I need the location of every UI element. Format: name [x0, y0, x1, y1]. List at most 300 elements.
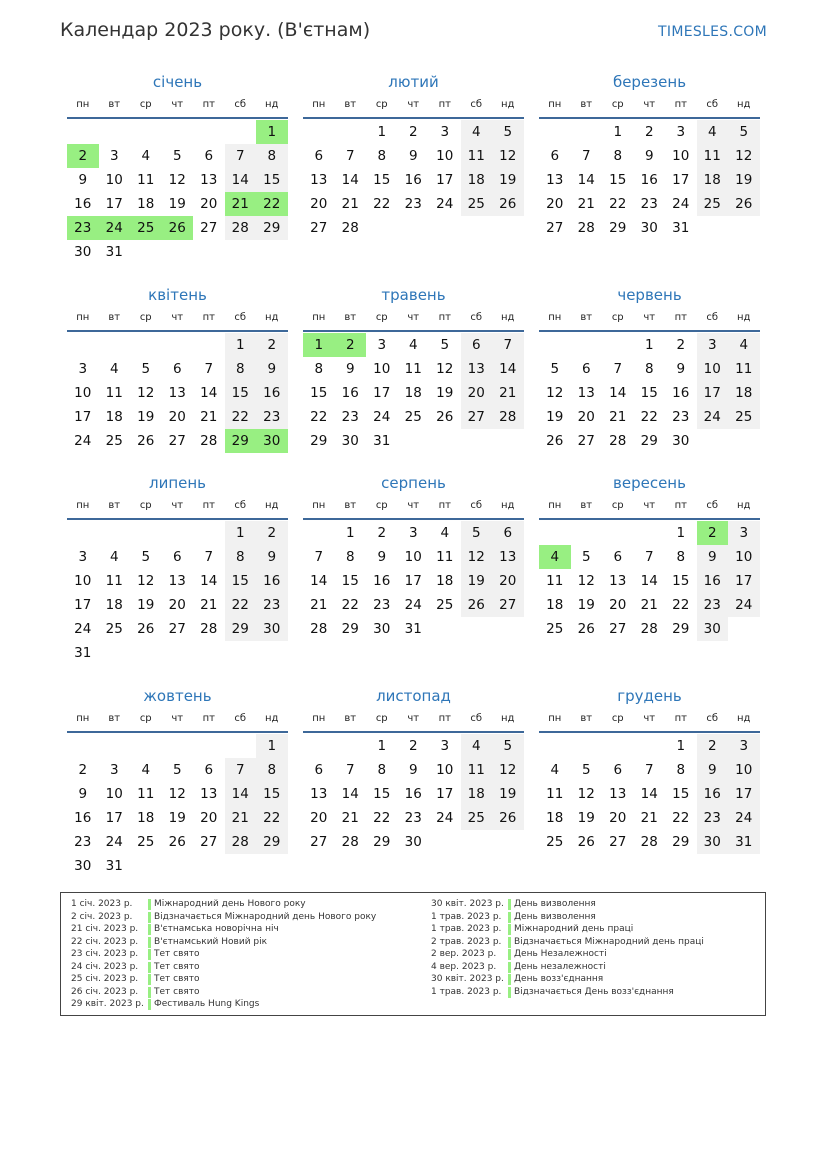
day-cell: 26 [461, 593, 493, 617]
day-cell: 21 [492, 381, 524, 405]
day-cell: 14 [341, 172, 359, 188]
day-cell: 19 [577, 810, 595, 826]
day-cell: 1 [225, 333, 257, 357]
day-cell: 12 [461, 545, 493, 569]
day-cell: 29 [256, 216, 288, 240]
day-cell: 6 [314, 762, 324, 778]
day-cell: 23 [256, 405, 288, 429]
weekday-label: пт [674, 312, 687, 323]
holiday-date: 1 трав. 2023 р. [431, 924, 502, 934]
weekday-label: чт [171, 312, 184, 323]
weekday-label: сб [706, 713, 719, 724]
day-cell: 26 [492, 192, 524, 216]
day-cell: 10 [436, 762, 454, 778]
day-cell: 20 [310, 196, 328, 212]
day-cell: 16 [640, 172, 658, 188]
weekday-label: ср [611, 500, 624, 511]
day-cell: 29 [640, 433, 658, 449]
day-cell: 14 [341, 786, 359, 802]
day-cell: 18 [461, 168, 493, 192]
weekday-label: ср [611, 312, 624, 323]
weekday-label: пн [312, 99, 326, 110]
holiday-marker [508, 937, 511, 948]
weekday-label: чт [171, 99, 184, 110]
holiday-name: Тет свято [154, 949, 200, 959]
weekday-label: сб [470, 312, 483, 323]
day-cell: 24 [105, 834, 123, 850]
day-cell: 1 [613, 124, 623, 140]
day-cell: 17 [404, 573, 422, 589]
weekday-label: сб [234, 500, 247, 511]
holiday-date: 24 січ. 2023 р. [71, 961, 139, 972]
day-cell: 4 [440, 525, 450, 541]
month-divider [67, 117, 288, 119]
day-cell: 30 [640, 220, 658, 236]
day-cell: 10 [404, 549, 422, 565]
holiday-day-cell: 24 [99, 216, 131, 240]
weekday-label: пт [202, 312, 215, 323]
day-cell: 11 [546, 573, 564, 589]
day-cell: 28 [492, 405, 524, 429]
day-cell: 7 [204, 361, 214, 377]
weekday-label: пт [674, 99, 687, 110]
holiday-day-cell: 26 [162, 216, 194, 240]
day-cell: 19 [728, 168, 760, 192]
holiday-date: 4 вер. 2023 р. [431, 961, 497, 972]
day-cell: 9 [78, 172, 88, 188]
day-cell: 27 [546, 220, 564, 236]
day-cell: 28 [609, 433, 627, 449]
day-cell: 6 [613, 549, 623, 565]
day-cell: 17 [672, 172, 690, 188]
weekday-label: ср [375, 500, 388, 511]
day-cell: 1 [644, 337, 654, 353]
holiday-date: 25 січ. 2023 р. [71, 974, 139, 984]
weekday-header [67, 500, 288, 514]
day-cell: 13 [492, 545, 524, 569]
weekday-label: вт [108, 500, 121, 511]
holiday-marker [148, 974, 151, 985]
day-cell: 3 [78, 361, 88, 377]
day-cell: 27 [609, 834, 627, 850]
weekday-label: ср [139, 312, 152, 323]
weekday-label: пт [438, 713, 451, 724]
day-cell: 3 [109, 762, 119, 778]
day-cell: 5 [141, 361, 151, 377]
day-cell: 30 [373, 621, 391, 637]
weekday-label: пн [312, 312, 326, 323]
day-cell: 11 [137, 786, 155, 802]
month-divider [303, 731, 524, 733]
day-cell: 1 [256, 734, 288, 758]
weekday-label: чт [171, 500, 184, 511]
day-cell: 7 [345, 762, 355, 778]
day-cell: 27 [577, 433, 595, 449]
holiday-date: 2 трав. 2023 р. [431, 936, 502, 947]
weekday-label: пт [202, 500, 215, 511]
day-cell: 19 [168, 196, 186, 212]
day-cell: 30 [74, 858, 92, 874]
weekday-label: нд [737, 312, 751, 323]
day-cell: 1 [676, 525, 686, 541]
day-cell: 31 [105, 858, 123, 874]
day-cell: 26 [546, 433, 564, 449]
day-cell: 14 [640, 786, 658, 802]
holiday-date: 29 квіт. 2023 р. [71, 999, 144, 1009]
day-cell: 10 [74, 573, 92, 589]
day-cell: 3 [728, 521, 760, 545]
day-cell: 22 [640, 409, 658, 425]
day-cell: 27 [200, 220, 218, 236]
day-cell: 8 [225, 545, 257, 569]
day-cell: 8 [613, 148, 623, 164]
holiday-marker [508, 949, 511, 960]
weekday-label: пт [438, 99, 451, 110]
day-cell: 10 [74, 385, 92, 401]
day-cell: 19 [137, 409, 155, 425]
weekday-label: нд [265, 99, 279, 110]
day-cell: 6 [314, 148, 324, 164]
day-cell: 7 [644, 549, 654, 565]
day-cell: 14 [640, 573, 658, 589]
day-cell: 21 [341, 810, 359, 826]
day-cell: 1 [377, 738, 387, 754]
day-cell: 15 [256, 168, 288, 192]
day-cell: 9 [697, 758, 729, 782]
month-divider [67, 731, 288, 733]
day-cell: 5 [492, 734, 524, 758]
day-cell: 9 [78, 786, 88, 802]
weekday-label: нд [265, 312, 279, 323]
holiday-name: В'єтнамська новорічна ніч [154, 924, 279, 934]
weekday-label: сб [234, 99, 247, 110]
day-cell: 21 [200, 409, 218, 425]
day-cell: 13 [310, 786, 328, 802]
day-cell: 9 [256, 545, 288, 569]
day-cell: 18 [461, 782, 493, 806]
day-cell: 17 [728, 782, 760, 806]
weekday-label: ср [139, 713, 152, 724]
day-cell: 20 [168, 409, 186, 425]
weekday-label: вт [108, 713, 121, 724]
weekday-label: вт [344, 713, 357, 724]
day-cell: 24 [436, 196, 454, 212]
day-cell: 31 [74, 645, 92, 661]
day-cell: 15 [672, 573, 690, 589]
day-cell: 27 [200, 834, 218, 850]
day-cell: 10 [728, 545, 760, 569]
holiday-name: Тет свято [154, 974, 200, 984]
day-cell: 21 [310, 597, 328, 613]
day-cell: 27 [310, 834, 328, 850]
weekday-label: ср [139, 500, 152, 511]
day-cell: 17 [105, 810, 123, 826]
holiday-day-cell: 2 [67, 144, 99, 168]
day-cell: 11 [461, 758, 493, 782]
holiday-name: Відзначається Міжнародний день Нового року [154, 911, 377, 922]
day-cell: 8 [314, 361, 324, 377]
day-cell: 9 [644, 148, 654, 164]
day-cell: 5 [440, 337, 450, 353]
weekday-label: пт [438, 500, 451, 511]
holiday-marker [508, 974, 511, 985]
day-cell: 25 [436, 597, 454, 613]
weekday-label: нд [501, 99, 515, 110]
holiday-marker [508, 987, 511, 998]
day-cell: 21 [225, 806, 257, 830]
day-cell: 14 [310, 573, 328, 589]
holiday-name: В'єтнамський Новий рік [154, 936, 268, 947]
day-cell: 11 [105, 385, 123, 401]
month-name: травень [381, 286, 446, 304]
day-cell: 11 [546, 786, 564, 802]
day-cell: 24 [404, 597, 422, 613]
holiday-name: Тет свято [154, 986, 200, 997]
weekday-header [67, 99, 288, 113]
day-cell: 8 [676, 549, 686, 565]
day-cell: 2 [676, 337, 686, 353]
day-cell: 7 [345, 148, 355, 164]
day-cell: 28 [341, 834, 359, 850]
holiday-name: Відзначається День возз'єднання [514, 986, 674, 997]
month-name: серпень [381, 474, 446, 492]
day-cell: 2 [644, 124, 654, 140]
day-cell: 13 [609, 786, 627, 802]
day-cell: 26 [436, 409, 454, 425]
weekday-label: сб [470, 713, 483, 724]
day-cell: 16 [404, 172, 422, 188]
day-cell: 5 [141, 549, 151, 565]
holiday-name: День возз'єднання [514, 974, 604, 984]
holiday-name: Тет свято [154, 961, 200, 972]
holiday-day-cell: 29 [225, 429, 257, 453]
day-cell: 4 [697, 120, 729, 144]
day-cell: 16 [373, 573, 391, 589]
day-cell: 29 [341, 621, 359, 637]
weekday-label: пт [674, 500, 687, 511]
day-cell: 8 [225, 357, 257, 381]
day-cell: 23 [404, 810, 422, 826]
day-cell: 6 [204, 148, 214, 164]
weekday-label: чт [171, 713, 184, 724]
day-cell: 24 [436, 810, 454, 826]
day-cell: 23 [672, 409, 690, 425]
weekday-label: сб [234, 312, 247, 323]
day-cell: 21 [341, 196, 359, 212]
day-cell: 4 [141, 148, 151, 164]
day-cell: 13 [200, 786, 218, 802]
day-cell: 19 [492, 168, 524, 192]
weekday-label: нд [501, 500, 515, 511]
day-cell: 23 [404, 196, 422, 212]
month-name: лютий [388, 73, 439, 91]
day-cell: 16 [256, 381, 288, 405]
day-cell: 13 [461, 357, 493, 381]
day-cell: 3 [440, 738, 450, 754]
day-cell: 31 [728, 830, 760, 854]
day-cell: 23 [341, 409, 359, 425]
day-cell: 6 [613, 762, 623, 778]
day-cell: 21 [609, 409, 627, 425]
weekday-label: нд [737, 713, 751, 724]
day-cell: 27 [492, 593, 524, 617]
weekday-header [303, 500, 524, 514]
day-cell: 26 [577, 621, 595, 637]
day-cell: 7 [492, 333, 524, 357]
day-cell: 11 [461, 144, 493, 168]
day-cell: 8 [256, 758, 288, 782]
weekday-label: ср [375, 312, 388, 323]
day-cell: 8 [676, 762, 686, 778]
weekday-label: сб [234, 713, 247, 724]
weekday-header [67, 713, 288, 727]
weekday-label: чт [643, 500, 656, 511]
month-name: січень [152, 73, 203, 91]
day-cell: 27 [168, 433, 186, 449]
day-cell: 14 [200, 573, 218, 589]
day-cell: 19 [461, 569, 493, 593]
weekday-label: вт [344, 99, 357, 110]
holiday-date: 22 січ. 2023 р. [71, 936, 139, 947]
day-cell: 29 [256, 830, 288, 854]
day-cell: 1 [225, 521, 257, 545]
day-cell: 19 [492, 782, 524, 806]
holiday-marker [148, 912, 151, 923]
day-cell: 18 [728, 381, 760, 405]
weekday-header [67, 312, 288, 326]
day-cell: 21 [200, 597, 218, 613]
day-cell: 24 [728, 806, 760, 830]
day-cell: 26 [137, 621, 155, 637]
day-cell: 5 [581, 762, 591, 778]
holiday-day-cell: 2 [335, 333, 367, 357]
holiday-marker [148, 899, 151, 910]
day-cell: 18 [137, 196, 155, 212]
day-cell: 25 [404, 409, 422, 425]
weekday-label: сб [706, 500, 719, 511]
day-cell: 22 [256, 806, 288, 830]
day-cell: 28 [577, 220, 595, 236]
day-cell: 26 [492, 806, 524, 830]
day-cell: 28 [200, 433, 218, 449]
holiday-name: День незалежності [514, 961, 606, 972]
month-name: червень [617, 286, 682, 304]
month-divider [539, 518, 760, 520]
day-cell: 29 [225, 617, 257, 641]
day-cell: 7 [644, 762, 654, 778]
day-cell: 12 [492, 758, 524, 782]
day-cell: 6 [461, 333, 493, 357]
day-cell: 13 [168, 573, 186, 589]
month-divider [539, 117, 760, 119]
day-cell: 25 [546, 621, 564, 637]
holiday-date: 1 трав. 2023 р. [431, 911, 502, 922]
day-cell: 28 [341, 220, 359, 236]
day-cell: 29 [672, 834, 690, 850]
holiday-day-cell: 23 [67, 216, 99, 240]
day-cell: 11 [728, 357, 760, 381]
weekday-label: пн [76, 99, 90, 110]
day-cell: 7 [225, 144, 257, 168]
weekday-label: вт [344, 500, 357, 511]
day-cell: 3 [109, 148, 119, 164]
day-cell: 14 [225, 168, 257, 192]
day-cell: 18 [546, 810, 564, 826]
weekday-label: вт [580, 312, 593, 323]
day-cell: 9 [676, 361, 686, 377]
day-cell: 13 [200, 172, 218, 188]
weekday-label: сб [706, 99, 719, 110]
day-cell: 11 [697, 144, 729, 168]
day-cell: 24 [373, 409, 391, 425]
day-cell: 22 [373, 196, 391, 212]
day-cell: 9 [256, 357, 288, 381]
weekday-label: вт [580, 500, 593, 511]
day-cell: 29 [672, 621, 690, 637]
weekday-label: чт [643, 713, 656, 724]
site-link[interactable]: TIMESLES.COM [658, 24, 767, 40]
day-cell: 16 [256, 569, 288, 593]
day-cell: 4 [408, 337, 418, 353]
holiday-date: 30 квіт. 2023 р. [431, 899, 504, 909]
day-cell: 9 [408, 762, 418, 778]
day-cell: 25 [697, 192, 729, 216]
holiday-name: Міжнародний день Нового року [154, 899, 306, 909]
day-cell: 7 [581, 148, 591, 164]
day-cell: 29 [310, 433, 328, 449]
day-cell: 20 [546, 196, 564, 212]
day-cell: 8 [644, 361, 654, 377]
day-cell: 20 [609, 810, 627, 826]
day-cell: 22 [672, 597, 690, 613]
day-cell: 18 [546, 597, 564, 613]
day-cell: 7 [314, 549, 324, 565]
holiday-marker [508, 912, 511, 923]
month-divider [303, 117, 524, 119]
day-cell: 28 [640, 621, 658, 637]
day-cell: 8 [377, 148, 387, 164]
day-cell: 16 [697, 782, 729, 806]
weekday-label: пт [202, 99, 215, 110]
day-cell: 30 [697, 830, 729, 854]
holiday-marker [148, 937, 151, 948]
holiday-day-cell: 25 [130, 216, 162, 240]
day-cell: 23 [256, 593, 288, 617]
day-cell: 7 [225, 758, 257, 782]
day-cell: 27 [461, 405, 493, 429]
day-cell: 16 [341, 385, 359, 401]
holiday-day-cell: 1 [256, 120, 288, 144]
day-cell: 20 [461, 381, 493, 405]
day-cell: 20 [200, 810, 218, 826]
holiday-day-cell: 21 [225, 192, 257, 216]
day-cell: 12 [137, 385, 155, 401]
day-cell: 24 [728, 593, 760, 617]
day-cell: 3 [78, 549, 88, 565]
day-cell: 3 [728, 734, 760, 758]
day-cell: 26 [577, 834, 595, 850]
day-cell: 12 [577, 786, 595, 802]
day-cell: 20 [200, 196, 218, 212]
holiday-marker [508, 962, 511, 973]
holiday-marker [508, 899, 511, 910]
day-cell: 14 [609, 385, 627, 401]
weekday-label: вт [108, 99, 121, 110]
weekday-label: сб [706, 312, 719, 323]
day-cell: 9 [408, 148, 418, 164]
day-cell: 4 [109, 361, 119, 377]
weekday-label: ср [611, 99, 624, 110]
